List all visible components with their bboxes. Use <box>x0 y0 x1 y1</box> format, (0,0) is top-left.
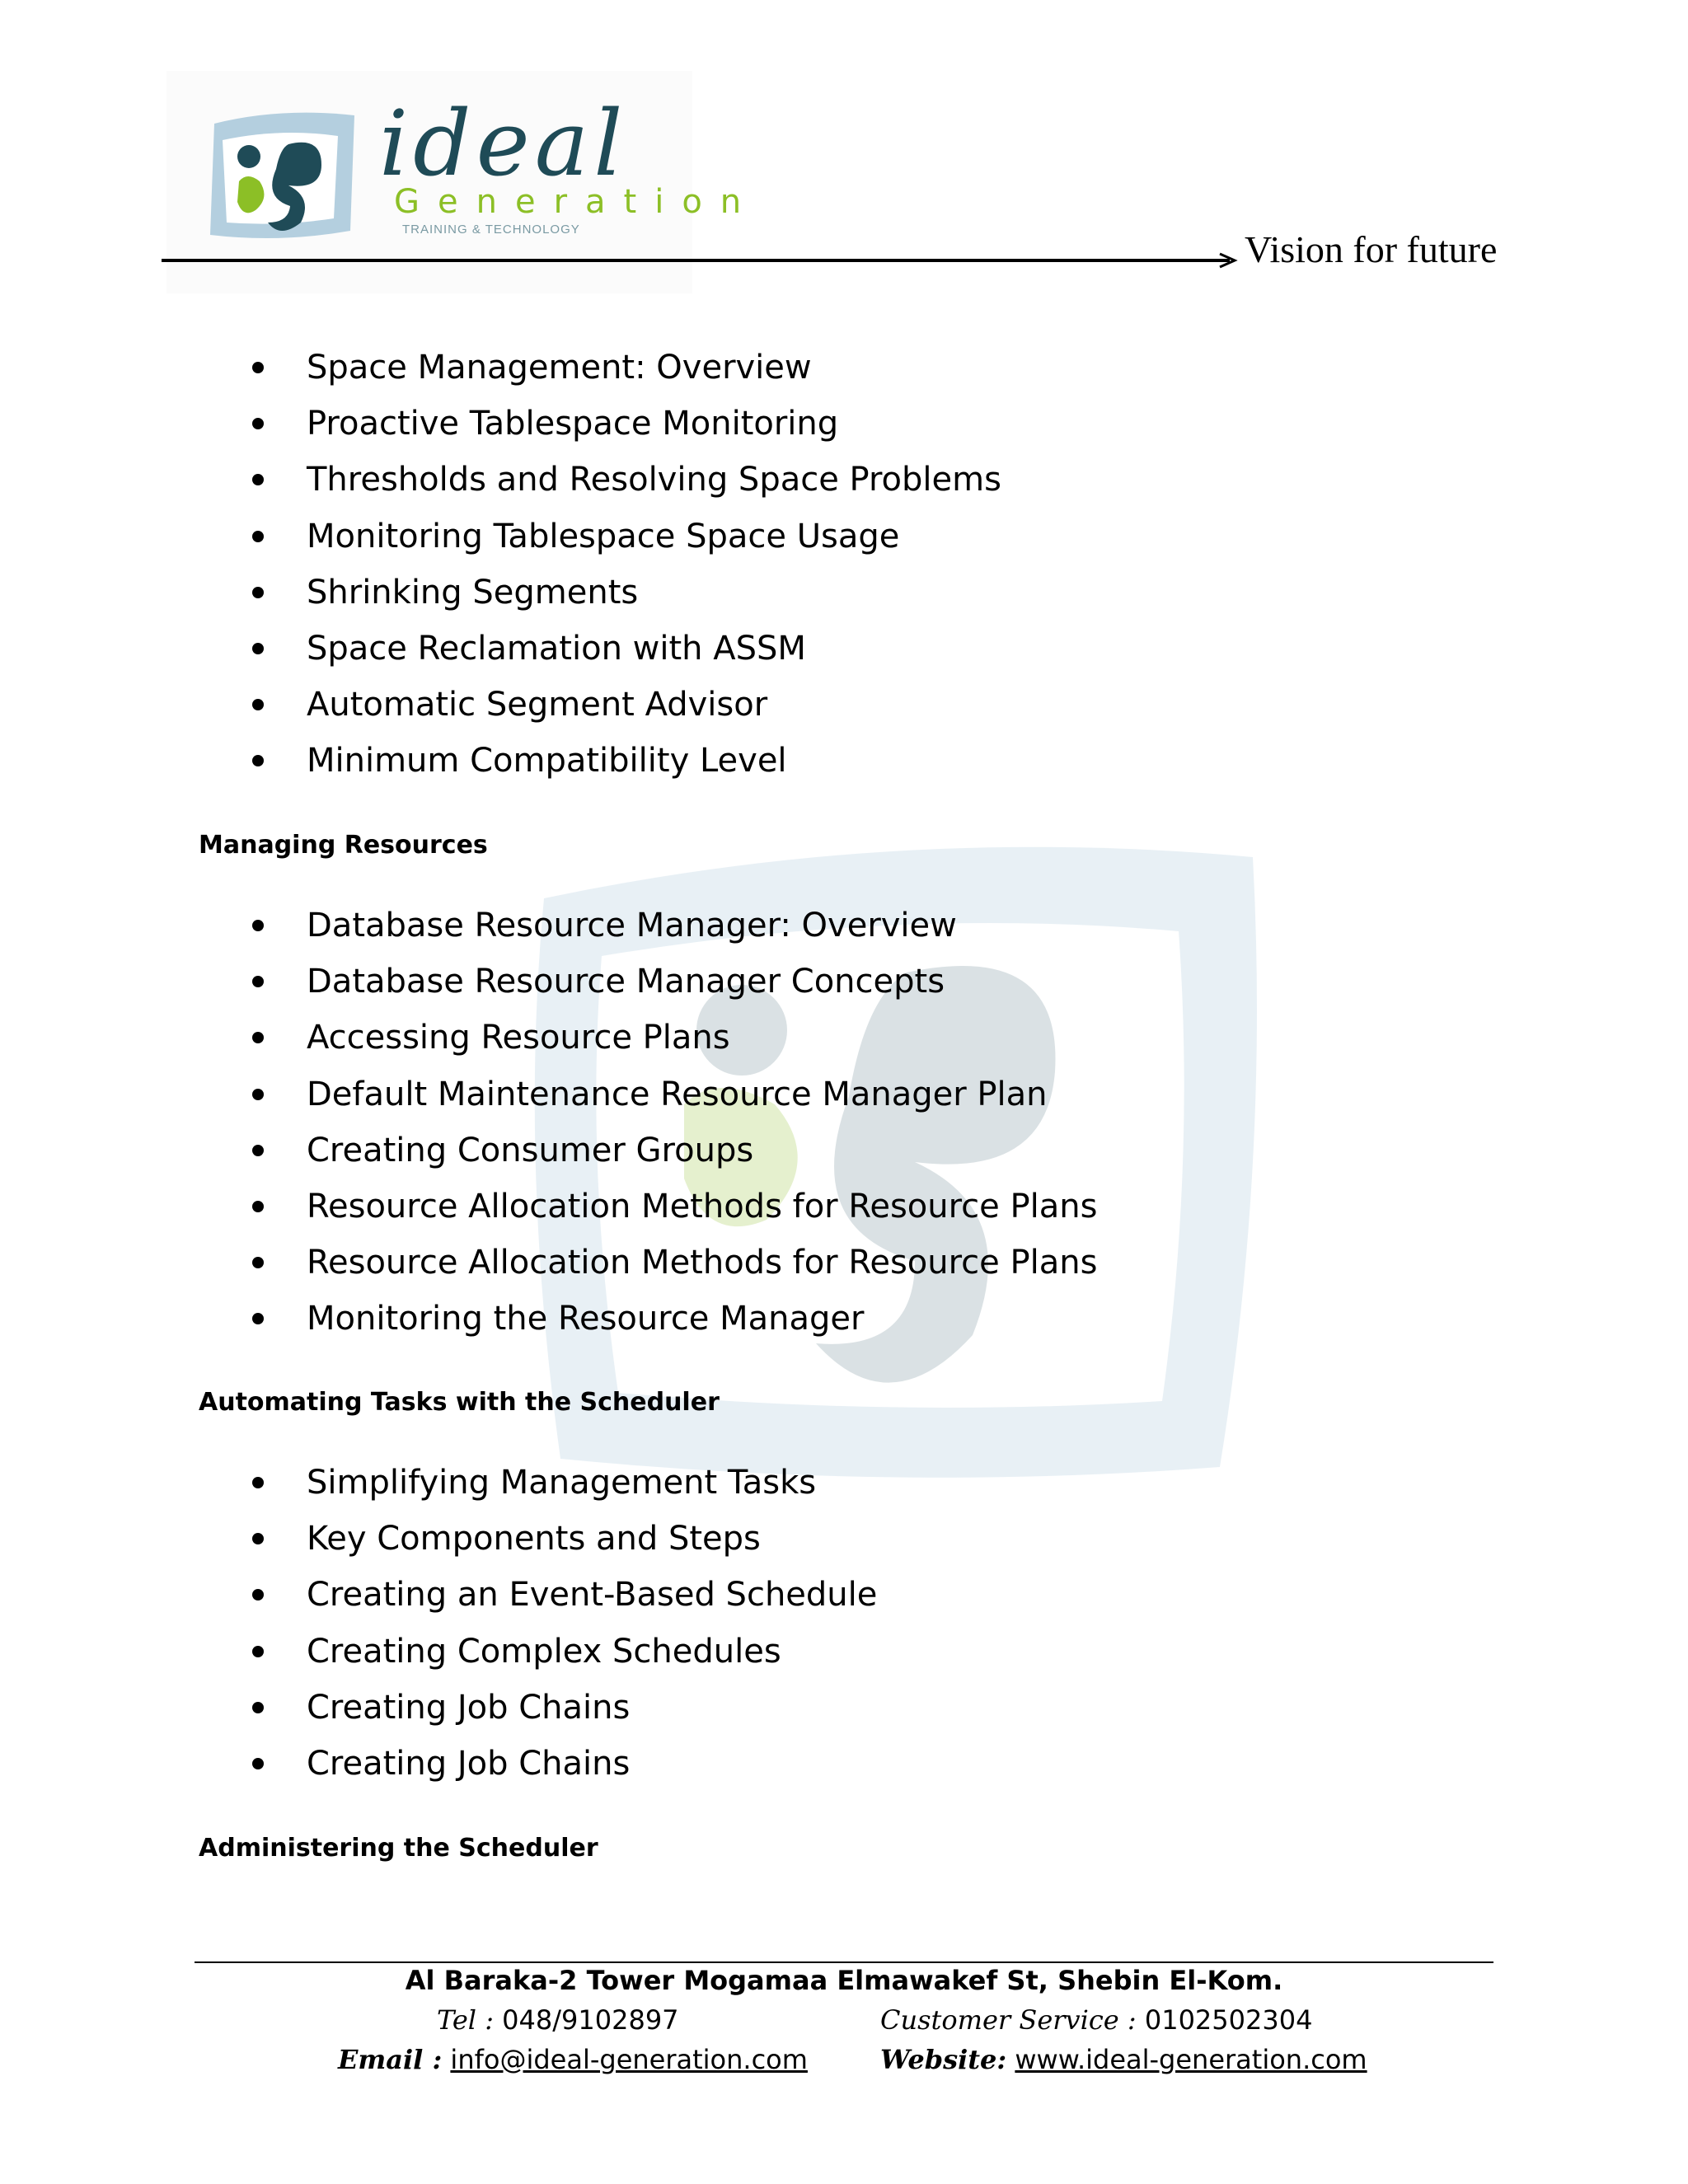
bullet-icon <box>252 587 264 598</box>
email-label: Email : <box>338 2044 443 2075</box>
list-item: Creating Job Chains <box>247 1680 877 1736</box>
list-item: Space Reclamation with ASSM <box>247 621 1001 677</box>
list-item: Monitoring Tablespace Space Usage <box>247 509 1001 565</box>
bullet-icon <box>252 1145 264 1156</box>
footer-email <box>338 2044 808 2075</box>
footer-website <box>880 2044 1367 2075</box>
footer-customer-service <box>880 2004 1312 2036</box>
list-item: Simplifying Management Tasks <box>247 1455 877 1511</box>
list-item: Automatic Segment Advisor <box>247 677 1001 733</box>
bullet-icon <box>252 531 264 542</box>
arrow-right-icon <box>1218 251 1238 270</box>
email-link[interactable]: info@ideal-generation.com <box>450 2044 808 2075</box>
topic-list-managing-resources <box>247 898 1097 1347</box>
list-item: Key Components and Steps <box>247 1511 877 1567</box>
bullet-icon <box>252 1758 264 1769</box>
list-item: Proactive Tablespace Monitoring <box>247 396 1001 452</box>
header-tagline: Vision for future <box>1245 228 1498 270</box>
customer-service-value: 0102502304 <box>1144 2004 1313 2036</box>
list-item: Shrinking Segments <box>247 565 1001 621</box>
bullet-icon <box>252 418 264 429</box>
list-item: Creating Consumer Groups <box>247 1122 1097 1179</box>
bullet-icon <box>252 699 264 710</box>
topic-list-space-management <box>247 340 1001 790</box>
footer-tel <box>437 2004 679 2036</box>
bullet-icon <box>252 1533 264 1544</box>
list-item: Database Resource Manager Concepts <box>247 954 1097 1010</box>
list-item: Thresholds and Resolving Space Problems <box>247 452 1001 508</box>
bullet-icon <box>252 976 264 987</box>
bullet-icon <box>252 1589 264 1601</box>
customer-service-label: Customer Service : <box>880 2004 1137 2036</box>
bullet-icon <box>252 1257 264 1268</box>
website-label: Website: <box>880 2044 1007 2075</box>
tel-label: Tel : <box>437 2004 494 2036</box>
footer-address: Al Baraka-2 Tower Mogamaa Elmawakef St, Shebin El-Kom. <box>405 1965 1283 1996</box>
list-item: Resource Allocation Methods for Resource Plans <box>247 1179 1097 1235</box>
footer-divider <box>195 1961 1493 1963</box>
bullet-icon <box>252 1032 264 1043</box>
tel-value: 048/9102897 <box>502 2004 679 2036</box>
logo-subtitle: TRAINING & TECHNOLOGY <box>402 223 580 237</box>
bullet-icon <box>252 755 264 766</box>
list-item: Monitoring the Resource Manager <box>247 1291 1097 1347</box>
header-divider <box>162 259 1230 262</box>
bullet-icon <box>252 643 264 654</box>
list-item: Space Management: Overview <box>247 340 1001 396</box>
bullet-icon <box>252 474 264 485</box>
bullet-icon <box>252 1201 264 1212</box>
list-item: Creating Job Chains <box>247 1736 877 1792</box>
bullet-icon <box>252 1313 264 1324</box>
bullet-icon <box>252 1089 264 1100</box>
ideal-generation-logo-icon <box>198 99 363 247</box>
list-item: Resource Allocation Methods for Resource Plans <box>247 1235 1097 1291</box>
bullet-icon <box>252 1702 264 1713</box>
bullet-icon <box>252 1477 264 1488</box>
topic-list-scheduler <box>247 1455 877 1792</box>
section-title-managing-resources: Managing Resources <box>199 831 488 860</box>
logo-wordmark: ideal <box>379 91 628 196</box>
bullet-icon <box>252 1646 264 1657</box>
list-item: Database Resource Manager: Overview <box>247 898 1097 954</box>
list-item: Creating Complex Schedules <box>247 1624 877 1680</box>
website-link[interactable]: www.ideal-generation.com <box>1015 2044 1367 2075</box>
list-item: Default Maintenance Resource Manager Plan <box>247 1066 1097 1122</box>
section-title-administering-scheduler: Administering the Scheduler <box>199 1834 598 1863</box>
bullet-icon <box>252 362 264 373</box>
bullet-icon <box>252 920 264 931</box>
list-item: Creating an Event-Based Schedule <box>247 1567 877 1623</box>
list-item: Minimum Compatibility Level <box>247 733 1001 789</box>
logo-generation-text: Generation <box>394 183 760 221</box>
section-title-scheduler: Automating Tasks with the Scheduler <box>199 1388 720 1417</box>
list-item: Accessing Resource Plans <box>247 1010 1097 1066</box>
